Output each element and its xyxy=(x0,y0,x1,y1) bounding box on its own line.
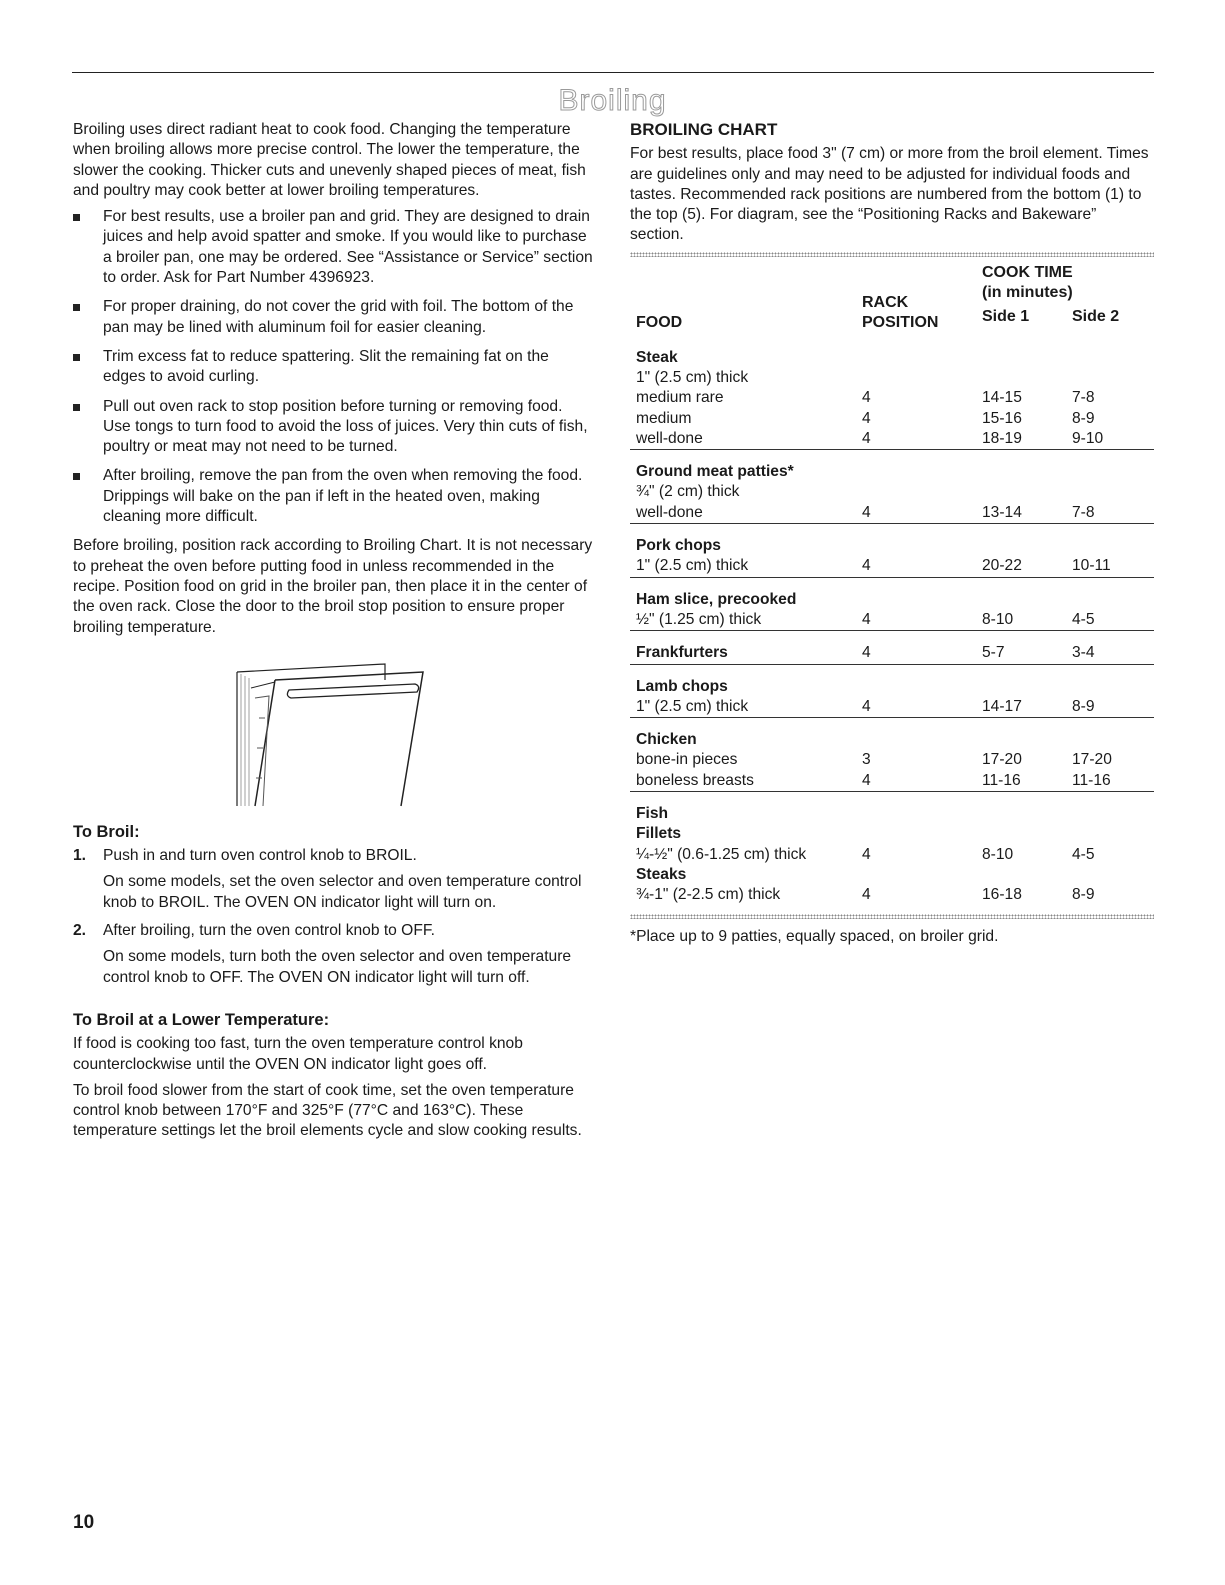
food-detail: ¾" (2 cm) thick xyxy=(636,483,740,501)
lower-temp-paragraph-1: If food is cooking too fast, turn the oven temperature control knob counterclockwise until the OVEN ON indicator light goes off. xyxy=(73,1035,523,1073)
bullet-icon xyxy=(73,304,80,311)
food-detail: 1" (2.5 cm) thick xyxy=(636,697,749,715)
bullet-icon xyxy=(73,214,80,221)
col-cook-time: COOK TIME (in minutes) xyxy=(982,263,1073,302)
tip-item: For best results, use a broiler pan and grid. They are designed to drain juices and help avoid spatter and smoke. If you would like to purchase a broiler pan, one may be ordered. See “Assistance or Service” section to order. Ask for Part Number 4396923. xyxy=(73,207,593,288)
lower-temp-heading: To Broil at a Lower Temperature: xyxy=(73,1010,330,1029)
chart-intro: For best results, place food 3" (7 cm) or more from the broil element. Times are guidelines only and may need to be adjusted for individual foods and tastes. Recommended rack positions are numbered from the bottom (1) to the top (5). For diagram, see the “Positioning Racks and Bakeware” section. xyxy=(630,145,1149,244)
group-separator xyxy=(630,718,1154,731)
food-name: Ground meat patties* xyxy=(636,463,794,481)
food-detail: 1" (2.5 cm) thick xyxy=(636,557,749,575)
table-row xyxy=(630,677,1154,697)
col-rack: RACK POSITION xyxy=(862,294,939,332)
before-broiling-paragraph: Before broiling, position rack according to Broiling Chart. It is not necessary to preheat the oven before putting food in unless recommended in the recipe. Position food on grid in the broiler pan, then place it in the center of the oven rack. Close the door to the broil stop position to ensure proper broiling temperature. xyxy=(73,537,593,636)
table-row xyxy=(630,804,1154,824)
to-broil-heading: To Broil: xyxy=(73,822,140,841)
page-title: Broiling xyxy=(558,84,667,117)
food-name: Frankfurters xyxy=(636,644,728,662)
group-separator xyxy=(630,631,1154,644)
table-row: 1" (2.5 cm) thick 4 14-17 8-9 xyxy=(630,697,1154,718)
right-column xyxy=(630,120,1154,947)
food-detail: boneless breasts xyxy=(636,771,754,789)
col-side2: Side 2 xyxy=(1072,308,1120,326)
to-broil-steps xyxy=(73,846,593,988)
chart-title: BROILING CHART xyxy=(630,120,778,139)
group-separator xyxy=(630,792,1154,805)
table-row xyxy=(630,462,1154,482)
tip-item: Trim excess fat to reduce spattering. Slit the remaining fat on the edges to avoid curling. xyxy=(73,347,593,388)
group-separator xyxy=(630,450,1154,463)
page-number: 10 xyxy=(73,1512,95,1533)
group-separator xyxy=(630,664,1154,677)
table-row: Frankfurters 4 5-7 3-4 xyxy=(630,643,1154,664)
table-row: ¼-½" (0.6-1.25 cm) thick 4 8-10 4-5 xyxy=(630,845,1154,865)
table-row xyxy=(630,730,1154,750)
table-row: ½" (1.25 cm) thick 4 8-10 4-5 xyxy=(630,610,1154,631)
oven-door-illustration xyxy=(235,658,435,808)
food-detail: Fillets xyxy=(636,825,682,843)
food-detail: ½" (1.25 cm) thick xyxy=(636,610,762,628)
col-food: FOOD xyxy=(636,314,683,332)
food-detail: 1" (2.5 cm) thick xyxy=(636,368,749,386)
bullet-icon xyxy=(73,354,80,361)
food-name: Fish xyxy=(636,805,669,823)
table-bottom-rule xyxy=(630,914,1154,919)
group-separator xyxy=(630,338,1154,348)
bullet-icon xyxy=(73,404,80,411)
food-name: Pork chops xyxy=(636,537,721,555)
table-row: well-done 4 13-14 7-8 xyxy=(630,503,1154,524)
broiling-table xyxy=(630,257,1154,906)
table-body xyxy=(630,338,1154,906)
tip-item: Pull out oven rack to stop position before turning or removing food. Use tongs to turn food to avoid the loss of juices. Very thin cuts of fish, poultry or meat may not need to be turned. xyxy=(73,397,593,458)
table-row: 1" (2.5 cm) thick 4 20-22 10-11 xyxy=(630,556,1154,577)
step-item: 1. Push in and turn oven control knob to BROIL. On some models, set the oven selector and oven temperature control knob to BROIL. The OVEN ON indicator light will turn on. xyxy=(73,847,582,911)
group-separator xyxy=(630,577,1154,590)
food-detail: ¾-1" (2-2.5 cm) thick xyxy=(636,886,781,904)
food-detail: medium xyxy=(636,409,692,427)
table-row: medium rare 4 14-15 7-8 xyxy=(630,388,1154,408)
tips-list xyxy=(73,207,593,527)
table-row: well-done 4 18-19 9-10 xyxy=(630,429,1154,450)
food-detail: ¼-½" (0.6-1.25 cm) thick xyxy=(636,845,807,863)
food-name: Lamb chops xyxy=(636,677,728,695)
table-row xyxy=(630,368,1154,388)
table-row xyxy=(630,865,1154,885)
food-detail: well-done xyxy=(636,429,703,447)
intro-paragraph: Broiling uses direct radiant heat to cook food. Changing the temperature when broiling allows more precise control. The lower the temperature, the slower the cooking. Thicker cuts and unevenly shaped pieces of meat, fish and poultry may cook better at lower broiling temperatures. xyxy=(73,121,586,199)
col-side1: Side 1 xyxy=(982,308,1030,326)
lower-temp-paragraph-2: To broil food slower from the start of cook time, set the oven temperature control knob between 170°F and 325°F (77°C and 163°C). These temperature settings let the broil elements cycle and slow cooking results. xyxy=(73,1081,582,1140)
food-detail: Steaks xyxy=(636,865,687,883)
food-name: Ham slice, precooked xyxy=(636,590,797,608)
tip-item: After broiling, remove the pan from the oven when removing the food. Drippings will bake on the pan if left in the heated oven, making cleaning more difficult. xyxy=(73,466,593,527)
bullet-icon xyxy=(73,473,80,480)
step-item: 2. After broiling, turn the oven control knob to OFF. On some models, turn both the oven selector and oven temperature control knob to OFF. The OVEN ON indicator light will turn off. xyxy=(73,922,572,986)
table-row xyxy=(630,824,1154,844)
table-row xyxy=(630,590,1154,610)
table-row xyxy=(630,536,1154,556)
oven-door-icon xyxy=(235,658,435,808)
table-row: boneless breasts 4 11-16 11-16 xyxy=(630,771,1154,792)
food-detail: bone-in pieces xyxy=(636,751,738,769)
table-row: ¾-1" (2-2.5 cm) thick 4 16-18 8-9 xyxy=(630,885,1154,905)
food-name: Steak xyxy=(636,348,678,366)
food-detail: well-done xyxy=(636,503,703,521)
tip-item: For proper draining, do not cover the grid with foil. The bottom of the pan may be lined with aluminum foil for easier cleaning. xyxy=(73,297,593,338)
table-row xyxy=(630,348,1154,368)
table-row: bone-in pieces 3 17-20 17-20 xyxy=(630,750,1154,770)
left-column xyxy=(73,120,593,1148)
footnote: *Place up to 9 patties, equally spaced, on broiler grid. xyxy=(630,927,999,945)
food-detail: medium rare xyxy=(636,389,724,407)
table-row: medium 4 15-16 8-9 xyxy=(630,409,1154,429)
table-row xyxy=(630,482,1154,502)
group-separator xyxy=(630,524,1154,537)
food-name: Chicken xyxy=(636,731,697,749)
top-rule xyxy=(72,72,1154,73)
